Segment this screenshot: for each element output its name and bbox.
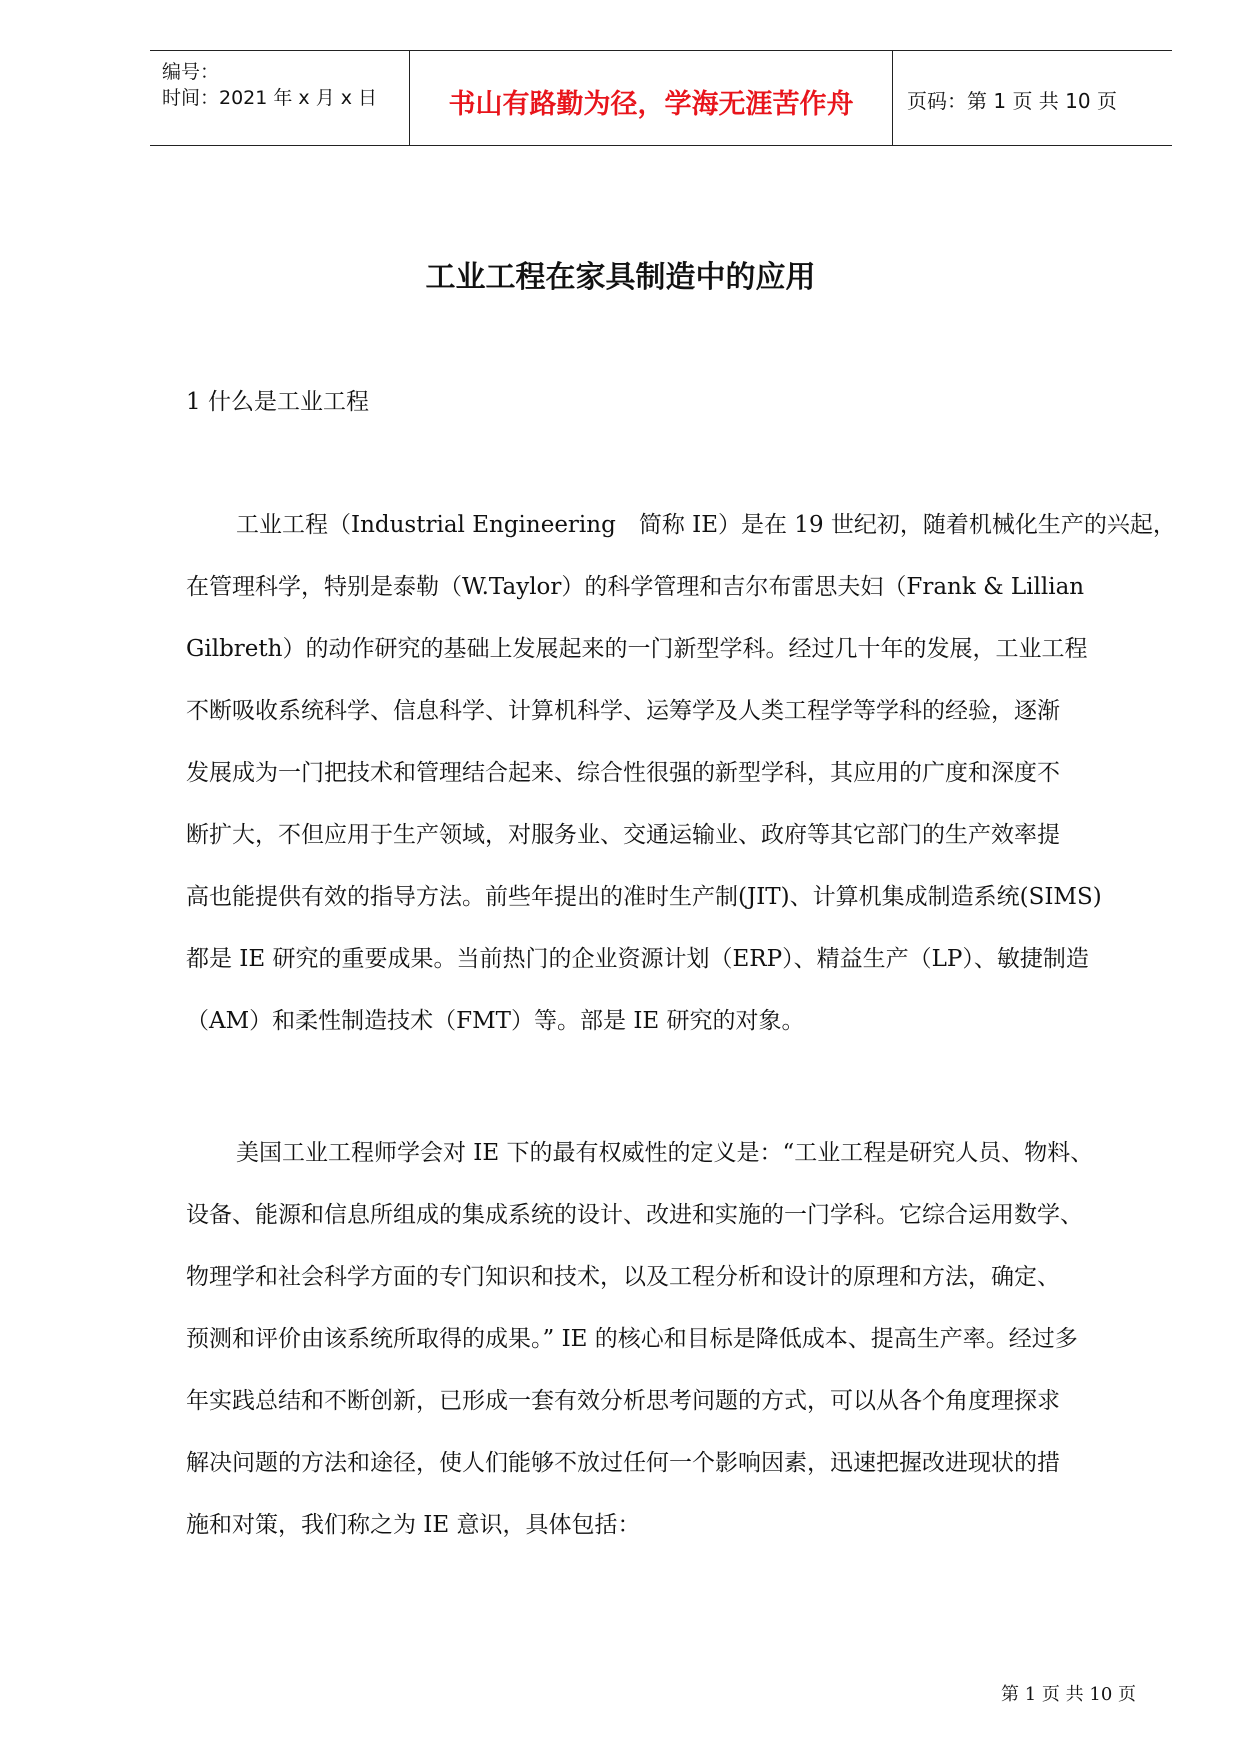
header-motto-cell — [410, 51, 893, 145]
document-title: 工业工程在家具制造中的应用 — [425, 260, 816, 295]
paragraph-line: 发展成为一门把技术和管理结合起来、综合性很强的新型学科，其应用的广度和深度不 — [186, 760, 1060, 786]
header-page-code: 页码：第 1 页 共 10 页 — [907, 89, 1117, 113]
paragraph-line: 断扩大，不但应用于生产领域，对服务业、交通运输业、政府等其它部门的生产效率提 — [186, 822, 1060, 848]
header-motto: 书山有路勤为径，学海无涯苦作舟 — [448, 89, 854, 120]
header-page-cell — [893, 51, 1172, 145]
document-number-label: 编号： — [162, 61, 220, 83]
paragraph-line: 物理学和社会科学方面的专门知识和技术，以及工程分析和设计的原理和方法，确定、 — [186, 1264, 1060, 1290]
paragraph-line: 都是 IE 研究的重要成果。当前热门的企业资源计划（ERP）、精益生产（LP）、敏捷制造 — [186, 946, 1089, 972]
paragraph-line: 预测和评价由该系统所取得的成果。” IE 的核心和目标是降低成本、提高生产率。经过多 — [186, 1326, 1078, 1352]
document-date: 时间：2021 年 x 月 x 日 — [162, 87, 378, 109]
paragraph-line: 在管理科学，特别是泰勒（W.Taylor）的科学管理和吉尔布雷思夫妇（Frank & Lillian — [186, 574, 1085, 600]
paragraph-line: 年实践总结和不断创新，已形成一套有效分析思考问题的方式，可以从各个角度理探求 — [186, 1388, 1060, 1414]
paragraph-line: 不断吸收系统科学、信息科学、计算机科学、运筹学及人类工程学等学科的经验，逐渐 — [186, 698, 1060, 724]
paragraph-ie-definition — [186, 1122, 1152, 1556]
paragraph-line: 设备、能源和信息所组成的集成系统的设计、改进和实施的一门学科。它综合运用数学、 — [186, 1202, 1083, 1228]
paragraph-line: 美国工业工程师学会对 IE 下的最有权威性的定义是：“工业工程是研究人员、物料、 — [236, 1140, 1094, 1166]
paragraph-line: 解决问题的方法和途径，使人们能够不放过任何一个影响因素，迅速把握改进现状的措 — [186, 1450, 1060, 1476]
page-header — [150, 50, 1172, 146]
paragraph-line: 施和对策，我们称之为 IE 意识，具体包括： — [186, 1512, 641, 1538]
header-info-cell — [150, 51, 410, 145]
section-heading: 1 什么是工业工程 — [186, 389, 369, 415]
paragraph-line: 工业工程（Industrial Engineering 简称 IE）是在 19 世纪初，随着机械化生产的兴起， — [236, 512, 1176, 538]
paragraph-line: 高也能提供有效的指导方法。前些年提出的准时生产制(JIT)、计算机集成制造系统(SIMS) — [186, 884, 1102, 910]
paragraph-line: Gilbreth）的动作研究的基础上发展起来的一门新型学科。经过几十年的发展，工业工程 — [186, 636, 1088, 662]
page-footer: 第 1 页 共 10 页 — [1001, 1684, 1136, 1705]
paragraph-ie-history — [186, 494, 1176, 1052]
paragraph-line: （AM）和柔性制造技术（FMT）等。部是 IE 研究的对象。 — [186, 1008, 805, 1034]
